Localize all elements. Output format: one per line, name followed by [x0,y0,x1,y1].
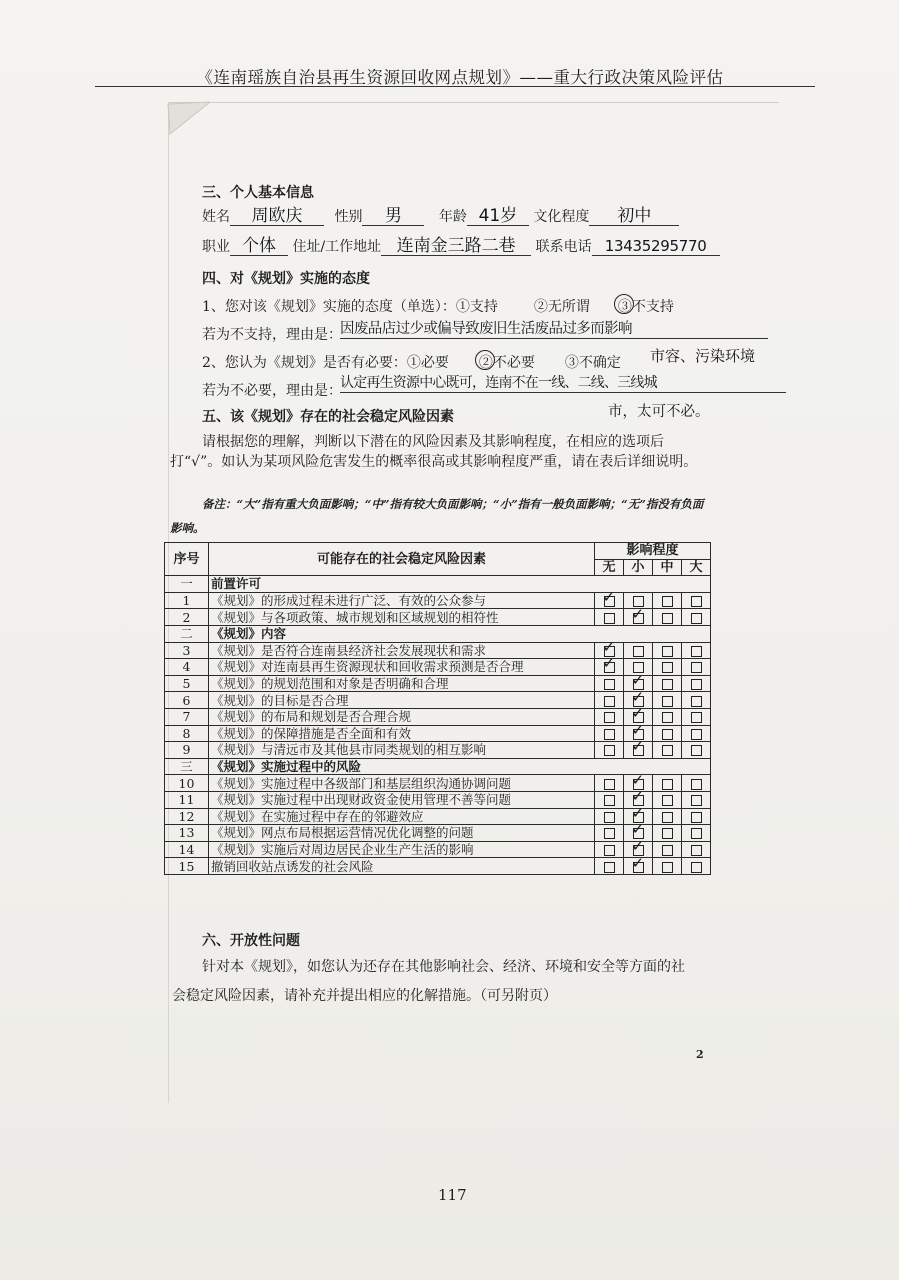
impact-cell [682,708,711,725]
check-mark-icon: ✓ [631,853,645,872]
table-category-row [165,576,711,593]
level-large: 大 [682,559,711,576]
question-1-text: 1、您对该《规划》实施的态度（单选）： [202,299,456,315]
checkbox[interactable] [604,696,615,707]
section-5-title: 五、该《规划》存在的社会稳定风险因素 [202,409,454,425]
impact-cell [653,725,682,742]
folded-corner-shape [150,96,210,136]
impact-cell [595,692,624,709]
risk-factor-text: 《规划》与清远市及其他县市同类规划的相互影响 [209,742,595,759]
impact-cell [595,841,624,858]
checkbox[interactable] [691,662,702,673]
education-field[interactable]: 初中 [589,207,679,226]
check-mark-icon: ✓ [631,687,645,706]
check-mark-icon: ✓ [631,787,645,806]
checked-checkbox[interactable] [631,737,645,756]
table-row [165,742,711,759]
checkbox[interactable] [662,729,673,740]
education-label: 文化程度 [533,209,590,225]
impact-cell [653,692,682,709]
row-number: 二 [165,625,209,642]
risk-factor-table [164,542,711,875]
gender-field[interactable]: 男 [362,207,424,226]
impact-cell [624,604,653,626]
category-label: 前置许可 [209,576,711,593]
row-number: 8 [165,725,209,742]
check-mark-icon: ✓ [602,588,616,607]
impact-cell [653,808,682,825]
check-mark-icon: ✓ [631,820,645,839]
impact-cell [682,841,711,858]
check-mark-icon: ✓ [602,654,616,673]
table-row [165,808,711,825]
row-number: 9 [165,742,209,759]
impact-cell [624,853,653,875]
impact-cell [653,659,682,676]
selection-circle-icon [475,350,495,370]
col-header-factor: 可能存在的社会稳定风险因素 [209,543,595,576]
inner-page-number: 2 [696,1048,704,1061]
impact-cell [595,609,624,626]
checkbox[interactable] [691,812,702,823]
impact-cell [682,808,711,825]
table-row [165,642,711,659]
address-label: 住址/工作地址 [292,239,382,255]
table-row [165,708,711,725]
impact-cell [595,654,624,676]
impact-cell [682,775,711,792]
section-6-line-1: 针对本《规划》，如您认为还存在其他影响社会、经济、环境和安全等方面的社 [202,959,685,975]
row-number: 12 [165,808,209,825]
impact-cell [653,609,682,626]
reason-2-label: 若为不必要，理由是： [202,383,342,399]
row-number: 5 [165,675,209,692]
gender-label: 性别 [334,209,363,225]
row-number: 13 [165,825,209,842]
checkbox[interactable] [691,795,702,806]
row-number: 11 [165,791,209,808]
checkbox[interactable] [691,828,702,839]
checkbox[interactable] [604,862,615,873]
checkbox[interactable] [604,613,615,624]
table-category-row [165,625,711,642]
impact-cell [682,742,711,759]
job-label: 职业 [202,239,230,255]
table-row [165,609,711,626]
col-header-impact: 影响程度 [595,543,711,560]
checked-checkbox[interactable] [631,853,645,873]
table-row [165,791,711,808]
name-field[interactable]: 周欧庆 [230,207,324,226]
question-2 [202,352,621,372]
checkbox[interactable] [691,862,702,873]
category-label: 《规划》内容 [209,625,711,642]
level-small: 小 [624,559,653,576]
risk-table-body [165,576,711,875]
job-field[interactable]: 个体 [230,237,288,256]
checkbox[interactable] [691,745,702,756]
row-number: 1 [165,592,209,609]
impact-cell [653,825,682,842]
reason-1-label: 若为不支持，理由是： [202,327,342,343]
check-mark-icon: ✓ [631,720,645,739]
row-number: 3 [165,642,209,659]
impact-cell [653,675,682,692]
check-mark-icon: ✓ [631,836,645,855]
impact-cell [595,775,624,792]
checkbox[interactable] [662,795,673,806]
risk-factor-text: 《规划》是否符合连南县经济社会发展现状和需求 [209,642,595,659]
check-mark-icon: ✓ [631,737,645,756]
section-5-intro: 请根据您的理解，判断以下潜在的风险因素及其影响程度，在相应的选项后打“√”。如认为某项风险危害发生的概率很高或其影响程度严重，请在表后详细说明。 [170,434,698,470]
age-label: 年龄 [438,209,467,225]
reason-1-answer[interactable]: 因废品店过少或偏导致废旧生活废品过多而影响 [340,317,768,339]
page-number: 117 [438,1186,467,1204]
checkbox[interactable] [662,828,673,839]
checkbox[interactable] [691,712,702,723]
check-mark-icon: ✓ [631,770,645,789]
check-mark-icon: ✓ [631,704,645,723]
impact-cell [595,791,624,808]
check-mark-icon: ✓ [631,671,645,690]
q2-option-2-label: ②不必要 [478,355,535,371]
q2-option-2-selected[interactable] [479,352,535,372]
q1-option-2[interactable]: ②无所谓 [533,299,590,315]
table-row [165,675,711,692]
risk-factor-text: 《规划》的目标是否合理 [209,692,595,709]
row-number: 2 [165,609,209,626]
checkbox[interactable] [662,696,673,707]
risk-factor-text: 《规划》实施过程中出现财政资金使用管理不善等问题 [209,791,595,808]
impact-cell [624,642,653,659]
table-row [165,659,711,676]
impact-cell [653,841,682,858]
checkbox[interactable] [691,679,702,690]
impact-cell [682,592,711,609]
impact-cell [595,725,624,742]
personal-info-row-1 [202,206,679,226]
checkbox[interactable] [633,646,644,657]
impact-cell [682,858,711,875]
selection-circle-icon [614,294,634,314]
document-header: 《连南瑶族自治县再生资源回收网点规划》——重大行政决策风险评估 [196,68,724,87]
section-5-note: 备注：“大”指有重大负面影响；“中”指有较大负面影响；“小”指有一般负面影响；“无”指没有负面影响。 [170,497,704,535]
risk-factor-text: 《规划》的形成过程未进行广泛、有效的公众参与 [209,592,595,609]
impact-cell [682,825,711,842]
reason-2-row [202,380,342,400]
checked-checkbox[interactable] [631,604,645,624]
category-label: 《规划》实施过程中的风险 [209,758,711,775]
impact-cell [624,737,653,759]
checkbox[interactable] [662,779,673,790]
level-none: 无 [595,559,624,576]
check-mark-icon: ✓ [631,604,645,623]
reason-1-row [202,324,342,344]
q2-option-1[interactable]: ①必要 [406,355,449,371]
impact-cell [595,808,624,825]
impact-cell [682,675,711,692]
col-header-no: 序号 [165,543,209,576]
table-row [165,858,711,875]
checkbox[interactable] [662,596,673,607]
checkbox[interactable] [604,729,615,740]
checkbox[interactable] [662,712,673,723]
row-number: 14 [165,841,209,858]
impact-cell [682,791,711,808]
table-row [165,825,711,842]
checkbox[interactable] [691,696,702,707]
risk-factor-text: 《规划》的布局和规划是否合理合规 [209,708,595,725]
q2-option-3[interactable]: ③不确定 [564,355,621,371]
table-category-row [165,758,711,775]
impact-cell [595,742,624,759]
risk-factor-text: 《规划》对连南县再生资源现状和回收需求预测是否合理 [209,659,595,676]
checkbox[interactable] [604,745,615,756]
impact-cell [653,592,682,609]
checkbox[interactable] [691,779,702,790]
reason-2-answer-cont: 市，太可不必。 [608,404,710,420]
checked-checkbox[interactable] [602,588,616,607]
checkbox[interactable] [662,862,673,873]
impact-cell [595,588,624,609]
checkbox[interactable] [604,845,615,856]
checkbox[interactable] [604,795,615,806]
impact-cell [653,708,682,725]
checkbox[interactable] [691,729,702,740]
section-6-line-2: 会稳定风险因素，请补充并提出相应的化解措施。（可另附页） [172,988,557,1004]
impact-cell [682,659,711,676]
checkbox[interactable] [604,828,615,839]
impact-cell [682,692,711,709]
checkbox[interactable] [662,613,673,624]
level-medium: 中 [653,559,682,576]
impact-cell [653,642,682,659]
row-number: 6 [165,692,209,709]
row-number: 一 [165,576,209,593]
checkbox[interactable] [662,812,673,823]
table-row [165,841,711,858]
checkbox[interactable] [691,613,702,624]
checkbox[interactable] [604,679,615,690]
checkbox[interactable] [604,812,615,823]
header-rule [95,86,815,87]
row-number: 三 [165,758,209,775]
impact-cell [595,708,624,725]
q1-option-3-label: ③不支持 [617,299,674,315]
q1-option-1[interactable]: ①支持 [455,299,498,315]
impact-cell [682,642,711,659]
checkbox[interactable] [604,712,615,723]
question-2-text: 2、您认为《规划》是否有必要： [202,355,407,371]
checkbox[interactable] [662,646,673,657]
personal-info-row-2 [202,236,720,256]
name-label: 姓名 [202,209,230,225]
row-number: 4 [165,659,209,676]
check-mark-icon: ✓ [602,637,616,656]
section-6-title: 六、开放性问题 [202,933,300,949]
phone-field[interactable]: 13435295770 [592,237,720,256]
risk-factor-text: 《规划》实施过程中各级部门和基层组织沟通协调问题 [209,775,595,792]
impact-cell [595,825,624,842]
impact-cell [682,609,711,626]
checkbox[interactable] [691,845,702,856]
risk-factor-text: 《规划》在实施过程中存在的邻避效应 [209,808,595,825]
section-3-title: 三、个人基本信息 [202,185,314,201]
risk-factor-text: 《规划》与各项政策、城市规划和区域规划的相符性 [209,609,595,626]
impact-cell [595,858,624,875]
table-row [165,692,711,709]
age-field[interactable]: 41岁 [467,207,529,226]
risk-factor-text: 《规划》实施后对周边居民企业生产生活的影响 [209,841,595,858]
row-number: 7 [165,708,209,725]
impact-cell [682,725,711,742]
checkbox[interactable] [691,646,702,657]
checked-checkbox[interactable] [602,654,616,673]
address-field[interactable]: 连南金三路二巷 [381,237,531,256]
row-number: 15 [165,858,209,875]
risk-factor-text: 《规划》网点布局根据运营情况优化调整的问题 [209,825,595,842]
checkbox[interactable] [662,845,673,856]
reason-1-answer-cont: 市容、污染环境 [650,347,756,365]
impact-cell [595,675,624,692]
q1-option-3-selected[interactable] [618,296,674,316]
question-1 [202,296,674,316]
risk-factor-text: 《规划》的规划范围和对象是否明确和合理 [209,675,595,692]
impact-cell [653,791,682,808]
table-row [165,592,711,609]
check-mark-icon: ✓ [631,803,645,822]
risk-factor-text: 《规划》的保障措施是否全面和有效 [209,725,595,742]
impact-cell [653,742,682,759]
checkbox[interactable] [662,745,673,756]
table-row [165,725,711,742]
checkbox[interactable] [662,679,673,690]
checkbox[interactable] [662,662,673,673]
table-row [165,775,711,792]
impact-cell [653,858,682,875]
impact-cell [653,775,682,792]
risk-factor-text: 撤销回收站点诱发的社会风险 [209,858,595,875]
section-4-title: 四、对《规划》实施的态度 [202,271,370,287]
row-number: 10 [165,775,209,792]
checkbox[interactable] [691,596,702,607]
phone-label: 联系电话 [535,239,592,255]
checkbox[interactable] [604,779,615,790]
reason-2-answer[interactable]: 认定再生资源中心既可，连南不在一线、二线、三线城 [340,372,786,393]
